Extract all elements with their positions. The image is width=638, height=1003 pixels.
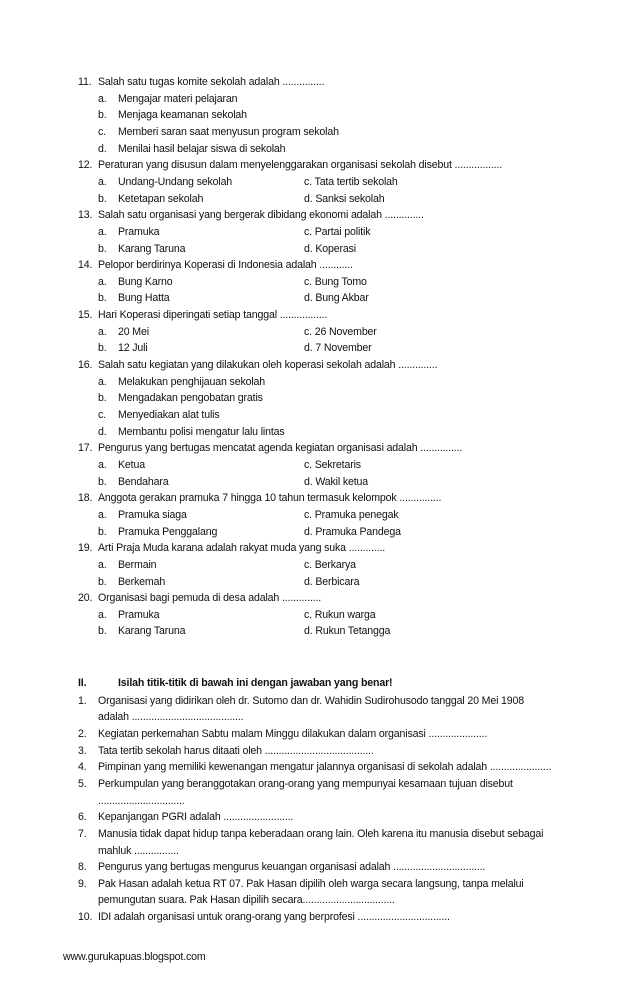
question-20 [78, 592, 321, 604]
question-text: Peraturan yang disusun dalam menyelenggarakan organisasi sekolah disebut ................. [98, 159, 503, 172]
fill-item-6 [78, 811, 293, 823]
option-letter: b. [98, 392, 107, 405]
question-number: 14. [78, 259, 93, 272]
section-number: II. [78, 677, 87, 689]
option-a [98, 226, 159, 238]
question-16 [78, 359, 437, 371]
fill-item-number: 7. [78, 827, 87, 840]
option-text: Menjaga keamanan sekolah [118, 109, 247, 122]
section-heading [78, 677, 392, 689]
fill-item-text: Pak Hasan adalah ketua RT 07. Pak Hasan dipilih oleh warga secara langsung, tanpa melalui [98, 877, 524, 890]
option-text: Ketua [118, 458, 145, 471]
fill-item-text: Pimpinan yang memiliki kewenangan mengatur jalannya organisasi di sekolah adalah ...................... [98, 761, 552, 774]
question-19 [78, 542, 385, 554]
fill-item-8 [78, 861, 485, 873]
option-letter: a. [98, 175, 107, 188]
option-b [98, 292, 170, 304]
option-a [98, 276, 172, 288]
question-number: 19. [78, 542, 93, 555]
question-17 [78, 442, 462, 454]
question-12 [78, 159, 502, 171]
option-text: Pramuka siaga [118, 508, 187, 521]
question-text: Arti Praja Muda karana adalah rakyat muda yang suka ............. [98, 542, 386, 555]
option-letter: a. [98, 508, 107, 521]
option-c: c. Berkarya [304, 558, 356, 571]
option-b [98, 392, 263, 404]
fill-item-text: Manusia tidak dapat hidup tanpa keberadaan orang lain. Oleh karena itu manusia disebut sebagai [98, 827, 544, 840]
option-c: c. Partai politik [304, 225, 371, 238]
question-number: 17. [78, 442, 93, 455]
option-d: d. Koperasi [304, 242, 356, 255]
option-letter: b. [98, 475, 107, 488]
option-text: Pramuka [118, 608, 160, 621]
option-a [98, 326, 149, 338]
option-a [98, 559, 156, 571]
option-text: Menyediakan alat tulis [118, 409, 220, 421]
option-c: c. Rukun warga [304, 608, 376, 621]
option-letter: a. [98, 375, 107, 388]
option-d: d. Berbicara [304, 575, 360, 588]
option-letter: a. [98, 558, 107, 571]
option-d: d. Pramuka Pandega [304, 525, 401, 538]
option-letter: c. [98, 125, 106, 138]
option-letter: d. [98, 142, 107, 155]
option-b [98, 476, 169, 488]
option-letter: a. [98, 325, 107, 338]
fill-item-number: 6. [78, 811, 87, 824]
question-number: 20. [78, 592, 93, 605]
fill-item-number: 1. [78, 694, 87, 707]
option-b [98, 109, 247, 121]
option-a [98, 509, 187, 521]
fill-item-continuation: pemungutan suara. Pak Hasan dipilih secara................................. [98, 894, 395, 907]
footer-url: www.gurukapuas.blogspot.com [63, 951, 206, 963]
question-text: Hari Koperasi diperingati setiap tanggal ................. [98, 309, 328, 322]
option-d: d. 7 November [304, 342, 372, 355]
option-letter: b. [98, 525, 107, 538]
option-text: 12 Juli [118, 342, 148, 355]
option-text: Bung Karno [118, 275, 173, 288]
question-number: 18. [78, 492, 93, 505]
option-d [98, 426, 285, 438]
option-text: Karang Taruna [118, 625, 186, 638]
question-15 [78, 309, 327, 321]
option-letter: b. [98, 575, 107, 588]
fill-item-10 [78, 911, 450, 923]
question-text: Salah satu tugas komite sekolah adalah ............... [98, 76, 325, 88]
option-d [98, 143, 285, 155]
fill-item-text: Kepanjangan PGRI adalah ......................... [98, 811, 294, 824]
option-letter: b. [98, 242, 107, 255]
option-text: Melakukan penghijauan sekolah [118, 375, 266, 388]
option-b [98, 243, 185, 255]
question-text: Pengurus yang bertugas mencatat agenda kegiatan organisasi adalah ............... [98, 442, 463, 455]
question-text: Anggota gerakan pramuka 7 hingga 10 tahun termasuk kelompok ............... [98, 492, 442, 505]
question-text: Pelopor berdirinya Koperasi di Indonesia adalah ............ [98, 259, 353, 272]
option-d: d. Rukun Tetangga [304, 625, 391, 638]
fill-item-number: 3. [78, 744, 87, 757]
question-number: 13. [78, 209, 93, 222]
option-letter: a. [98, 92, 107, 105]
fill-item-text: Pengurus yang bertugas mengurus keuangan organisasi adalah ................................. [98, 861, 486, 874]
option-a [98, 459, 145, 471]
option-letter: b. [98, 109, 107, 122]
fill-item-4 [78, 761, 551, 773]
fill-item-3 [78, 745, 374, 757]
option-letter: b. [98, 342, 107, 355]
option-text: Mengajar materi pelajaran [118, 92, 238, 105]
option-a [98, 176, 232, 188]
fill-item-continuation: ............................... [98, 794, 185, 807]
option-a [98, 376, 265, 388]
option-text: Pramuka [118, 225, 160, 238]
option-text: Undang-Undang sekolah [118, 175, 233, 188]
option-letter: a. [98, 458, 107, 471]
section-instruction: Isilah titik-titik di bawah ini dengan jawaban yang benar! [118, 677, 393, 689]
option-letter: d. [98, 425, 107, 438]
fill-item-9 [78, 878, 524, 890]
option-c: c. Sekretaris [304, 458, 361, 471]
fill-item-text: Kegiatan perkemahan Sabtu malam Minggu dilakukan dalam organisasi ..................... [98, 727, 488, 740]
fill-item-5 [78, 778, 513, 790]
option-text: Karang Taruna [118, 242, 186, 255]
option-letter: b. [98, 625, 107, 638]
option-c: c. Bung Tomo [304, 275, 367, 288]
option-letter: c. [98, 409, 106, 421]
fill-item-number: 8. [78, 861, 87, 874]
option-c: c. Tata tertib sekolah [304, 175, 398, 188]
option-letter: a. [98, 608, 107, 621]
option-text: Memberi saran saat menyusun program sekolah [118, 125, 339, 138]
fill-item-continuation: adalah ........................................ [98, 711, 244, 724]
option-d: d. Bung Akbar [304, 292, 369, 305]
question-18 [78, 492, 441, 504]
option-c: c. 26 November [304, 325, 377, 338]
fill-item-2 [78, 728, 487, 740]
option-a [98, 609, 159, 621]
option-letter: b. [98, 292, 107, 305]
question-text: Organisasi bagi pemuda di desa adalah .............. [98, 592, 322, 605]
option-text: Mengadakan pengobatan gratis [118, 392, 263, 405]
option-text: Menilai hasil belajar siswa di sekolah [118, 142, 286, 155]
fill-item-7 [78, 828, 543, 840]
fill-item-text: Organisasi yang didirikan oleh dr. Sutomo dan dr. Wahidin Sudirohusodo tanggal 20 Mei 1908 [98, 694, 525, 707]
question-number: 12. [78, 159, 93, 172]
fill-item-text: Perkumpulan yang beranggotakan orang-orang yang mempunyai kesamaan tujuan disebut [98, 777, 513, 790]
option-text: 20 Mei [118, 325, 149, 338]
option-text: Ketetapan sekolah [118, 192, 204, 205]
option-c [98, 126, 339, 138]
option-text: Bendahara [118, 475, 169, 488]
option-b [98, 342, 148, 354]
option-d: d. Sanksi sekolah [304, 192, 385, 205]
fill-item-number: 2. [78, 727, 87, 740]
option-c: c. Pramuka penegak [304, 508, 399, 521]
option-letter: a. [98, 225, 107, 238]
question-11 [78, 76, 324, 88]
question-text: Salah satu kegiatan yang dilakukan oleh koperasi sekolah adalah .............. [98, 359, 438, 372]
option-b [98, 625, 185, 637]
fill-item-number: 10. [78, 911, 93, 924]
option-text: Bung Hatta [118, 292, 170, 305]
option-b [98, 576, 165, 588]
option-text: Bermain [118, 558, 157, 571]
fill-item-number: 9. [78, 877, 87, 890]
option-letter: a. [98, 275, 107, 288]
option-a [98, 93, 237, 105]
option-c [98, 409, 220, 421]
option-letter: b. [98, 192, 107, 205]
fill-item-1 [78, 695, 524, 707]
option-text: Pramuka Penggalang [118, 525, 218, 538]
option-b [98, 193, 203, 205]
option-b [98, 526, 217, 538]
option-text: Membantu polisi mengatur lalu lintas [118, 425, 285, 438]
fill-item-text: IDI adalah organisasi untuk orang-orang yang berprofesi ................................. [98, 911, 450, 924]
fill-item-continuation: mahluk ................ [98, 844, 179, 857]
fill-item-number: 4. [78, 761, 87, 774]
option-text: Berkemah [118, 575, 166, 588]
fill-item-number: 5. [78, 777, 87, 790]
fill-item-text: Tata tertib sekolah harus ditaati oleh ....................................... [98, 744, 374, 757]
question-number: 11. [78, 76, 92, 88]
question-13 [78, 209, 424, 221]
question-text: Salah satu organisasi yang bergerak dibidang ekonomi adalah .............. [98, 209, 424, 222]
question-number: 15. [78, 309, 93, 322]
question-14 [78, 259, 353, 271]
question-number: 16. [78, 359, 93, 372]
option-d: d. Wakil ketua [304, 475, 369, 488]
